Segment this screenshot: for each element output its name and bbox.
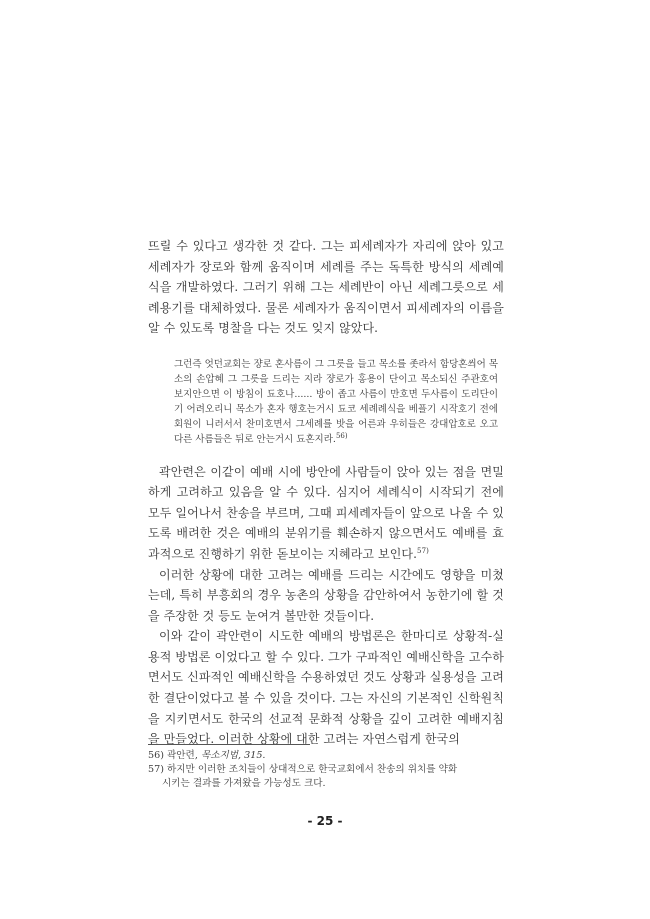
block-quote-text: 그런즉 엇던교회는 쟝로 혼사름이 그 그릇을 들고 목소를 좃라서 함당혼씌어 목소의 손압혜 그 그릇을 드리는 지라 쟝로가 홍용이 단이고 목소되신 주관호여 보지안으면 이 방침이 됴호나...... 방이 좁고 사름이 만호면 두사름이 도리단이기 어려오리니 목소가 혼자 행호는거시 됴코 세례례식을 베플기 시작호기 전에 회원이 니러서서 찬미호면서 그세례를 밧을 어른과 우히들은 강대압호로 오고 다른 사름들은 뒤로 안는거시 됴혼지라. [174,358,498,446]
paragraph-2 [148,462,504,565]
footnote-ref-56: 56) [335,432,348,441]
footnote-ref-57: 57) [417,546,429,555]
footnote-56-author: 곽안련, [167,750,198,761]
footnotes [148,749,504,791]
footnote-57-continuation: 시키는 결과를 가져왔을 가능성도 크다. [162,778,326,789]
paragraph-4: 이와 같이 곽안련이 시도한 예배의 방법론은 한마디로 상황적-실용적 방법론 이었다고 할 수 있다. 그가 구파적인 예배신학을 고수하면서도 신파적인 예배신학을 수용하였던 것도 상황과 실용성을 고려한 결단이었다고 볼 수 있을 것이다. 그는 자신의 기본적인 신학원칙을 지키면서도 한국의 선교적 문화적 상황을 깊이 고려한 예배지침을 만들었다. 이러한 상황에 대한 고려는 자연스럽게 한국의 [148,629,504,747]
block-quote [174,357,498,448]
footnote-57-line1: 하지만 이러한 조치들이 상대적으로 한국교회에서 찬송의 위치를 약화 [167,764,458,775]
footnote-56 [148,749,504,763]
footnote-57 [148,763,504,777]
footnote-57-number: 57) [148,764,164,775]
main-text-block [148,236,504,750]
paragraph-2-text: 곽안련은 이같이 예배 시에 방안에 사람들이 앉아 있는 점을 면밀하게 고려하고 있음을 알 수 있다. 심지어 세례식이 시작되기 전에 모두 일어나서 찬송을 부르며, 그때 피세례자들이 앞으로 나올 수 있도록 배려한 것은 예배의 분위기를 훼손하지 않으면서도 예배를 효과적으로 진행하기 위한 돋보이는 지혜라고 보인다. [148,464,504,561]
page-number: - 25 - [307,814,343,828]
footnote-56-number: 56) [148,750,164,761]
paragraph-intro: 뜨릴 수 있다고 생각한 것 같다. 그는 피세례자가 자리에 앉아 있고 세례자가 장로와 함께 움직이며 세례를 주는 독특한 방식의 세례예식을 개발하였다. 그러기 위해 그는 세례반이 아닌 세례그릇으로 세례용기를 대체하였다. 물론 세례자가 움직이면서 피세례자의 이름을 알 수 있도록 명찰을 다는 것도 잊지 않았다. [148,239,504,336]
paragraph-3: 이러한 상황에 대한 고려는 예배를 드리는 시간에도 영향을 미쳤는데, 특히 부흥회의 경우 농촌의 상황을 감안하여서 농한기에 할 것을 주장한 것 등도 눈여겨 볼만한 것들이다. [148,567,504,623]
footnote-divider [148,744,310,745]
footnote-56-source: 목소지법, 315. [200,750,266,761]
